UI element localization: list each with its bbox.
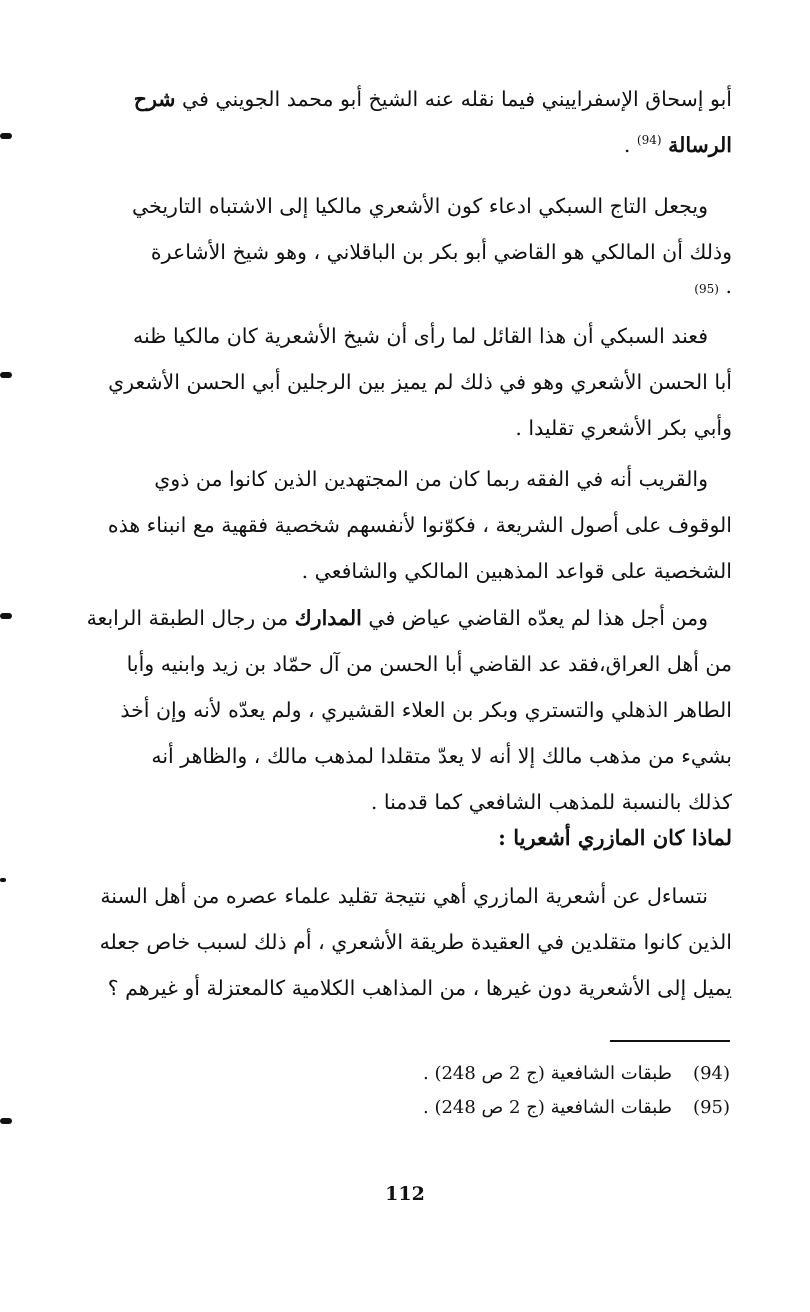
scan-edge-mark [0,133,12,139]
footnote-94 [310,1057,730,1091]
footnote-text: طبقات الشافعية (ج 2 ص 248) . [423,1063,672,1084]
footnote-divider [610,1040,730,1042]
paragraph-5 [58,595,732,825]
text-line: من أهل العراق،فقد عد القاضي أبا الحسن من آل حمّاد بن زيد وابنيه وأبا [126,652,732,676]
page-number: 112 [385,1183,425,1205]
scan-edge-mark [0,613,12,619]
footnote-ref: (95) [694,282,719,296]
text-line: أبو إسحاق الإسفراييني فيما نقله عنه الشيخ أبو محمد الجويني في شرح [133,87,732,111]
text-line: الشخصية على قواعد المذهبين المالكي والشافعي . [301,559,732,583]
text-line: الوقوف على أصول الشريعة ، فكوّنوا لأنفسهم شخصية فقهية مع انبناء هذه [107,513,732,537]
text-line: وذلك أن المالكي هو القاضي أبو بكر بن الباقلاني ، وهو شيخ الأشاعرة [150,240,732,264]
paragraph-6 [58,873,732,1011]
text-line: والقريب أنه في الفقه ربما كان من المجتهدين الذين كانوا من ذوي [154,467,708,491]
section-heading: لماذا كان المازري أشعريا : [498,825,732,850]
paragraph-1 [58,76,732,168]
text-line: كذلك بالنسبة للمذهب الشافعي كما قدمنا . [370,790,732,814]
footnote-95 [310,1091,730,1125]
text-line: (95) . [694,275,732,298]
text-line: نتساءل عن أشعرية المازري أهي نتيجة تقليد علماء عصره من أهل السنة [100,884,708,908]
scan-edge-mark [0,372,12,378]
text-line: وأبي بكر الأشعري تقليدا . [515,416,732,440]
paragraph-2 [58,183,732,305]
text-line: الطاهر الذهلي والتستري وبكر بن العلاء القشيري ، ولم يعدّه لأنه وإن أخذ [120,698,732,722]
scan-edge-mark [0,878,6,882]
paragraph-3 [58,313,732,451]
text-line: فعند السبكي أن هذا القائل لما رأى أن شيخ الأشعرية كان مالكيا ظنه [132,324,708,348]
text-line: بشيء من مذهب مالك إلا أنه لا يعدّ متقلدا لمذهب مالك ، والظاهر أنه [151,744,732,768]
footnote-number: (94) [693,1063,730,1084]
footnote-text: طبقات الشافعية (ج 2 ص 248) . [423,1097,672,1118]
bold-word: المدارك [294,606,362,630]
paragraph-4 [58,456,732,594]
footnote-ref: (94) [636,133,662,148]
text-line: الذين كانوا متقلدين في العقيدة طريقة الأشعري ، أم ذلك لسبب خاص جعله [99,930,732,954]
text-line: ومن أجل هذا لم يعدّه القاضي عياض في المدارك من رجال الطبقة الرابعة [86,606,708,630]
bold-word: شرح [133,87,176,111]
text-line: أبا الحسن الأشعري وهو في ذلك لم يميز بين الرجلين أبي الحسن الأشعري [108,370,732,394]
footnote-number: (95) [693,1097,730,1118]
scan-edge-mark [0,1118,12,1124]
bold-word: الرسالة [668,133,732,157]
text-line: ويجعل التاج السبكي ادعاء كون الأشعري مالكيا إلى الاشتباه التاريخي [132,194,708,218]
text-line: يميل إلى الأشعرية دون غيرها ، من المذاهب الكلامية كالمعتزلة أو غيرهم ؟ [107,976,732,1000]
text-line: الرسالة $^{(94)}$ . [623,133,732,157]
